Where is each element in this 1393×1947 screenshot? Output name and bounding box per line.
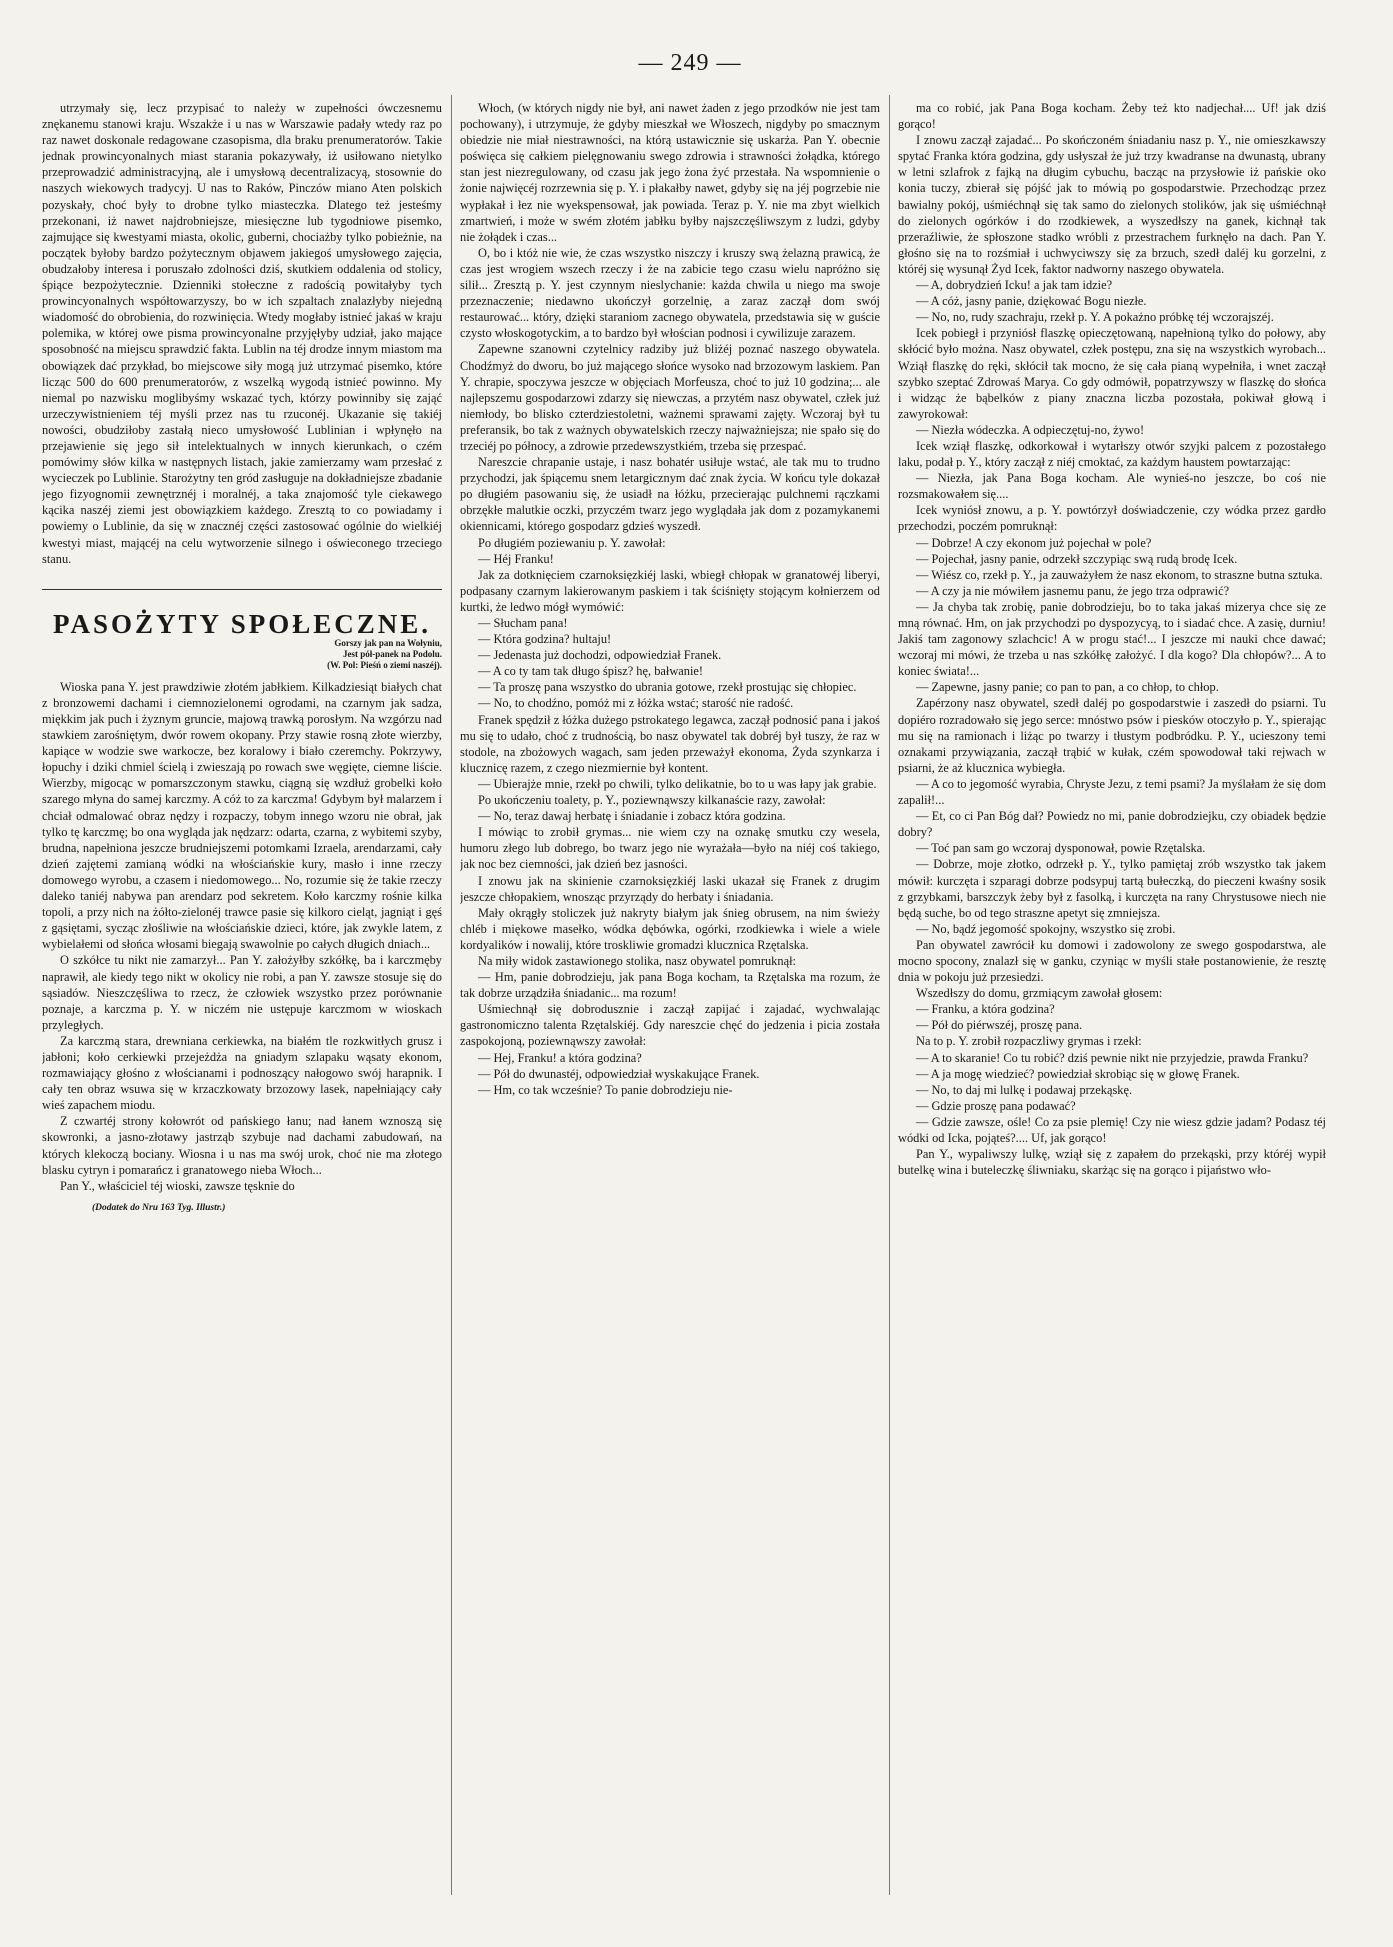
paragraph: — Héj Franku!: [478, 551, 554, 566]
paragraph: utrzymały się, lecz przypisać to należy w zupełności ówczesnemu znękanemu stanowi kraju. Wszakże i u nas w Warszawie padały wtedy raz po raz nawet doskonale redagowane czasopisma, dla braku prenumeratorów. Takie jednak prowincyonalnych miast starania pokazywały, iż usiłowano nietylko przeprowadzić administracyjną, ale i umysłową decentralizacyą, stosownie do naszych wiekowych tradycyj. U nas to Raków, Pinczów miano Aten polskich pozyskały, choć były to drobne tylko miasteczka. Dlatego też jesteśmy przekonani, iż nawet najdrobniejsze, miesięczne lub tygodniowe pisemko, zajmujące się kwestyami miasta, okolic, guberni, chociażby tylko pobieżnie, na początek byłoby bardzo pożytecznym objawem jakiegoś umysłowego zajęcia, obudzałoby interesa i poruszało zdolności dziś, skutkiem oddalenia od stolicy, śpiące bezpożytecznie. Dzienniki stołeczne z radością powitałyby tych prowincyonalnych współtowarzyszy, bo w ich szpaltach znalazłyby niejedną wiadomość do obrobienia, do rozwinięcia. Wtedy mogłaby istnieć jakaś w kraju polemika, w której owe pisma prowincyonalne przyjęłyby udział, jako mające sposobność na miejscu sprawdzić fakta. Lublin na téj drodze innym miastom ma obowiązek dać przykład, bo miejscowe siły mogą już utrzymać pisemko, które licząc 500 do 600 prenumeratorów, z wszelką wygodą istnieć powinno. My niemal po nazwisku moglibyśmy wskazać tych, którzy powinniby się zająć urzeczywistnieniem téj myśli przez nas tu rzuconéj. Ukazanie się takiéj nowości, obudziłoby zastałą nieco umysłowość Lublinian i wpłynęło na przejawienie się jego sił intelektualnych w innych kierunkach, o czém pomówimy słów kilka w następnych listach, jakie zamierzamy wam przesłać z wycieczek po Lublinie. Starożytny ten gród zasługuje na dokładniejsze zbadanie jego fizyognomii zewnętrznéj i moralnéj, a taka znajomość tyle ciekawego kącika naszéj ziemi jest obowiązkiem każdego. Zresztą to co powiadamy i powiemy o Lublinie, da się w znacznéj części zastosować ogólnie do wielkiéj kwestyi miast, mającéj na celu wytworzenie silnego i oświeconego trzeciego stanu.: [42, 101, 442, 566]
column-rule-1: [451, 95, 452, 1895]
paragraph: Pan Y., wypaliwszy lulkę, wziął się z zapałem do przekąski, przy któréj wypił butelkę wina i buteleczkę śliwniaku, skarżąc się na gorąco i pijaństwo wło-: [898, 1147, 1326, 1178]
paragraph: — A czy ja nie mówiłem jasnemu panu, że jego trza odprawić?: [916, 583, 1230, 598]
paragraph: — A co ty tam tak długo śpisz? hę, bałwanie!: [478, 664, 704, 679]
epigraph: [42, 638, 442, 671]
paragraph: — Pół do dwunastéj, odpowiedział wyskakujące Franek.: [478, 1066, 760, 1081]
paragraph: Za karczmą stara, drewniana cerkiewka, na białém tle rozkwitłych grusz i jabłoni; koło cerkiewki przejeżdża na gniadym szlapaku wąsaty ekonom, rozmawiający głośno z włościanami i podnoszący nałogowo swój harapnik. I cały ten obraz wsuwa się w krzaczkowaty brzozowy lasek, napełniający cały wieś zapachem miodu.: [42, 1033, 442, 1113]
paragraph: — Dobrze! A czy ekonom już pojechał w pole?: [916, 535, 1152, 550]
paragraph: ma co robić, jak Pana Boga kocham. Żeby też kto nadjechał.... Uf! jak dziś gorąco!: [898, 101, 1326, 132]
page-number-value: 249: [670, 50, 710, 76]
paragraph: — Gdzie zawsze, ośle! Co za psie plemię! Czy nie wiesz gdzie jadam? Podasz téj wódki od Icka, pojąteś?.... Uf, jak gorąco!: [898, 1114, 1326, 1145]
paragraph: Na to p. Y. zrobił rozpaczliwy grymas i rzekł:: [916, 1034, 1142, 1049]
paragraph: — No, no, rudy szachraju, rzekł p. Y. A pokażno próbkę téj wczorajszéj.: [916, 310, 1274, 325]
paragraph: I mówiąc to zrobił grymas... nie wiem czy na oznakę smutku czy wesela, humoru złego lub dobrego, bo twarz jego nie wyrażała—było na niéj coś takiego, jak noc bez ciemności, jak dzień bez jasności.: [460, 825, 880, 872]
paragraph: — Ja chyba tak zrobię, panie dobrodzieju, bo to taka jakaś mizerya chce się ze mną równać. Hm, on jak przychodzi po dyspozycyą, to i siadać chce. A zasię, durniu! Jakiś tam zagonowy szlachcic! A w progu stać!... I jeszcze mi nauki chce dawać; wczoraj mi mówi, że trzeba u nas szkółkę założyć. I dla kogo? Dla chłopów?... A to koniec świata!...: [898, 599, 1326, 679]
paragraph: Pan Y., właściciel téj wioski, zawsze tęsknie do: [60, 1178, 295, 1193]
paragraph: Wioska pana Y. jest prawdziwie złotém jabłkiem. Kilkadziesiąt białych chat z bronzowemi dachami i ciemnozielonemi ogrodami, na czarnym jak sadza, miękkim jak puch i żyznym gruncie, majową trawką porosłym. Na wzgórzu nad stawkiem zarośniętym, dwór rowem okopany. Przy stawie rosną złote wierzby, kapiące w wodzie swe warkocze, bez koralowy i biało czeremchy. Pokrzywy, łopuchy i dziki chmiel ścielą i zwieszają po rowach swe węgięte, ciemne liście. Wierzby, migocąc w pomarszczonym stawku, ciągną się wzdłuż grobelki koło szarego młyna do samej karczmy. A cóż to za karczma! Gdybym był malarzem i chciał odmalować obraz nędzy i rozpaczy, tobym innego wzoru nie obrał, jak tylko tę karczmę; bo ona wygląda jak nędzarz: odarta, czarna, z wybitemi szyby, brudna, napełniona jeszcze brudniejszemi potomkami Izraela, arendarzami, cały dzień zajętemi zamianą wódki na włościańskie kury, masło i inne rzeczy domowego wyrobu, a czasem i niedomowego... No, rozumie się że takie rzeczy daleko taniéj nabywa pan arendarz pod sekretem. Koło karczmy rośnie kilka topoli, a przy nich na żółto-zielonéj trawce pasie się kilkoro cieląt, jagniąt i gęś z gąsiętami, sycząc złośliwie na włościańskie dzieci, które, jak zwykle latem, z wybielałemi od słońca włosami biegają swawolnie po całych długich dniach...: [42, 679, 442, 952]
paragraph: — Jedenasta już dochodzi, odpowiedział Franek.: [478, 648, 722, 663]
paragraph: — Hm, panie dobrodzieju, jak pana Boga kocham, ta Rzętalska ma rozum, że tak dobrze urządziła śniadanic... ma rozum!: [460, 970, 880, 1001]
paragraph: — Niezła wódeczka. A odpieczętuj-no, żywo!: [916, 422, 1145, 437]
epigraph-line: Jest pół-panek na Podolu.: [342, 648, 442, 659]
column-rule-2: [889, 95, 890, 1895]
paragraph: O, bo i któż nie wie, że czas wszystko niszczy i kruszy swą żelazną prawicą, że czas jest wrogiem wszech rzeczy i że na zabicie tego czasu wielu napróżno się silił... Zresztą p. Y. jest czynnym nieslychanie: każda chwila u niego ma swoje przeznaczenie; niedawno ukończył gorzelnię, a zaraz zaczął dom swój restaurować... który, dzięki staraniom zacnego obywatela, przedstawia się w guście czysto włoskogotyckim, a to bardzo był włościan podnosi i cywilizuje zarazem.: [460, 245, 880, 341]
paragraph: — Pół do piérwszéj, proszę pana.: [916, 1018, 1083, 1033]
paragraph: Pan obywatel zawrócił ku domowi i zadowolony ze swego gospodarstwa, ale mocno spocony, znalazł się w ganku, czyniąc w myśli stałe postanowienie, że resztę dnia w pokoju już przesiedzi.: [898, 937, 1326, 985]
paragraph: — Hm, co tak wcześnie? To panie dobrodzieju nie-: [478, 1082, 733, 1097]
paragraph: — Zapewne, jasny panie; co pan to pan, a co chłop, to chłop.: [916, 680, 1219, 695]
paragraph: Jak za dotknięciem czarnoksięzkiéj laski, wbiegł chłopak w granatowéj liberyi, podpasany czarnym lakierowanym paskiem i tak ściśnięty stojącym kołnierzem od kurtki, że ledwo mógł wymówić:: [460, 567, 880, 614]
paragraph: Icek wyniósł znowu, a p. Y. powtórzył doświadczenie, czy wódka przez gardło przechodzi, poczém pomruknął:: [898, 503, 1326, 534]
paragraph: — A cóż, jasny panie, dziękować Bogu niezłe.: [916, 294, 1147, 309]
paragraph: Włoch, (w których nigdy nie był, ani nawet żaden z jego przodków nie jest tam pochowany), i utrzymuje, że gdyby mieszkał we Włoszech, nigdyby po smacznym obiedzie nie miał niestrawności, na którą ustawicznie się uskarża. Pan Y. obecnie poświęca się całkiem pielęgnowaniu swego zdrowia i strawności żołądka, którego stan jest niezregulowany, od czasu jak jego żona żyć przestała. Na wspomnienie o żonie najwięcéj rozrzewnia się p. Y. i płakałby nawet, gdyby się na jéj pogrzebie nie wypłakał i łez nie wyekspensował, jak powiada. Teraz p. Y. nie ma zbyt wielkich zmartwień, i może w swém złotém jabłku byłby najszczęśliwszym z ludzi, gdyby nie żołądek i czas...: [460, 101, 880, 244]
paragraph: — A co to jegomość wyrabia, Chryste Jezu, z temi psami? Ja myślałam że się dom zapalił!...: [898, 776, 1326, 808]
paragraph: — Słucham pana!: [478, 616, 568, 630]
paragraph: — No, to daj mi lulkę i podawaj przekąskę.: [916, 1082, 1133, 1097]
paragraph: — Ubierajże mnie, rzekł po chwili, tylko delikatnie, bo to u was łapy jak grabie.: [478, 776, 877, 791]
paragraph: — Wiész co, rzekł p. Y., ja zauważyłem że nasz ekonom, to straszne butna sztuka.: [916, 567, 1323, 582]
column-1: [42, 100, 442, 1895]
page-number: — 249 —: [638, 50, 742, 76]
paragraph: I znowu jak na skinienie czarnoksięzkiéj laski ukazał się Franek z drugim jeszcze chłopakiem, wnosząc przyrządy do herbaty i śniadania.: [460, 873, 880, 904]
epigraph-line: (W. Pol: Pieśń o ziemi naszéj).: [327, 659, 442, 670]
paragraph: — Pojechał, jasny panie, odrzekł szczypiąc swą rudą brodę Icek.: [916, 551, 1238, 566]
paragraph: Nareszcie chrapanie ustaje, i nasz bohatér usiłuje wstać, ale tak mu to trudno przychodzi, jak śpiącemu snem letargicznym dać znak życia. W końcu tyle dokazał po długiém pasowaniu się, że usiadł na łóżku, przecierając pulchnemi rączkami obrzękłe malutkie oczki, przyczém twarz jego wyglądała jak dom z pozamykanemi okiennicami, którego gospodarz gdzieś wyszedł.: [460, 455, 880, 534]
paragraph: Icek wziął flaszkę, odkorkował i wytarłszy otwór szyjki palcem z pozostałego laku, podał p. Y., który zaczął z niéj cmoktać, za każdym haustem powtarzając:: [898, 438, 1326, 470]
paragraph: — Niezła, jak Pana Boga kocham. Ale wynieś-no jeszcze, bo coś nie rozsmakowałem się....: [898, 471, 1326, 502]
column-3: [898, 100, 1326, 1905]
section-divider: [42, 589, 442, 590]
article-title: PASOŻYTY SPOŁECZNE.: [52, 608, 432, 639]
paragraph: — Gdzie proszę pana podawać?: [916, 1098, 1076, 1113]
paragraph: — Dobrze, moje złotko, odrzekł p. Y., tylko pamiętaj zrób wszystko tak jakem mówił: kurczęta i szparagi dobrze podsypuj tartą bułeczką, do pieczeni kwaśny sosik z grzybkami, barszczyk żeby był z fasolką, i kurczęta na rany Chrystusowe niech nie będą suche, bo od tego straszne apetyt się zmniejsza.: [898, 857, 1326, 920]
paragraph: — No, teraz dawaj herbatę i śniadanie i zobacz która godzina.: [478, 809, 786, 824]
paragraph: — Która godzina? hultaju!: [478, 632, 612, 647]
column-2: [460, 100, 880, 1905]
paragraph: O szkółce tu nikt nie zamarzył... Pan Y. założyłby szkółkę, ba i karczmęby naprawił, ale kiedy tego nikt w okolicy nie robi, a pan Y. zawsze stosuje się do sąsiadów. Nieszczęśliwa to rzecz, że człowiek wszystko przez porównanie poznaje, a karczma p. Y. w niczém nie ustępuje karczmom w wioskach przyległych.: [42, 953, 442, 1032]
paragraph: Mały okrągły stoliczek już nakryty białym jak śnieg obrusem, na nim świeży chléb i miękowe masełko, wódka dębówka, ogórki, rzodkiewka i wiele a wiele kordyalików i nowalij, które troskliwie gromadzi klucznica Rzętalska.: [460, 905, 880, 952]
paragraph: Uśmiechnął się dobrodusznie i zaczął zapijać i zajadać, wychwalając gastronomiczno talenta Rzętalskiéj. Gdy nareszcie chęć do jedzenia i picia została zaspokojoną, poziewnąwszy zawołał:: [460, 1002, 880, 1049]
paragraph: — Et, co ci Pan Bóg dał? Powiedz no mi, panie dobrodziejku, czy obiadek będzie dobry?: [898, 809, 1326, 840]
paragraph: — A, dobrydzień Icku! a jak tam idzie?: [916, 278, 1113, 293]
paragraph: — No, to chodźno, pomóż mi z łóżka wstać; starość nie radość.: [478, 696, 794, 711]
paragraph: — Franku, a która godzina?: [916, 1002, 1055, 1017]
paragraph: — Toć pan sam go wczoraj dysponował, powie Rzętalska.: [916, 841, 1206, 856]
paragraph: — No, bądź jegomość spokojny, wszystko się zrobi.: [916, 921, 1176, 936]
paragraph: — Ta proszę pana wszystko do ubrania gotowe, rzekł prostując się chłopiec.: [478, 680, 857, 695]
paragraph: I znowu zaczął zajadać... Po skończoném śniadaniu nasz p. Y., nie omieszkawszy spytać Franka która godzina, gdy usłyszał że już trzy kwadranse na dwunastą, ubrany w letni szlafrok z fajką na długim cybuchu, bacząc na przysłowie iż pańskie oko konia tuczy, zbierał się pójść jak to mówią po gospodarstwie. Przechodząc przez bawialny pokój, uśmiéchnął się tak samo do zielonych stolików, jak się uśmiéchnął do zielonych ogórków i do rzodkiewek, a wyszedłszy na ganek, kichnął tak przeraźliwie, że spłoszone stadko wróbli z przestrachem furknęło na dach. Pan Y. głośno się na to rozśmiał i uchwyciwszy się za brzuch, szedł daléj ku gorzelni, z któréj się wysunął Żyd Icek, faktor nadworny naszego obywatela.: [898, 133, 1326, 276]
paragraph: Zapewne szanowni czytelnicy radziby już bliżéj poznać naszego obywatela. Chodźmyż do dworu, bo już mającego słońce wysoko nad brzozowym laskiem. Pan Y. chrapie, spoczywa jeszcze w objęciach Morfeusza, choć to już 10 godzina;... ale najlepszemu gospodarzowi zdarzy się niewczas, a przytém nasz obywatel, człek już niemłody, bo blisko czterdziestoletni, ważnemi sprawami zajęty. Wczoraj był tu preferansik, bo tak z ważnych obywatelskich rzeczy najważniejsza; nie spało się do trzeciéj po północy, a zdrowie przedewszystkiém, trzeba się przespać.: [460, 342, 880, 453]
paragraph: Na miły widok zastawionego stolika, nasz obywatel pomruknął:: [478, 953, 796, 968]
paragraph: Po długiém poziewaniu p. Y. zawołał:: [478, 535, 666, 550]
paragraph: — A to skaranie! Co tu robić? dziś pewnie nikt nie przyjedzie, prawda Franku?: [916, 1050, 1309, 1065]
epigraph-line: Gorszy jak pan na Wołyniu,: [334, 637, 442, 648]
paragraph: — Hej, Franku! a która godzina?: [478, 1050, 642, 1065]
footer-note: (Dodatek do Nru 163 Tyg. Illustr.): [92, 1202, 226, 1213]
paragraph: — A ja mogę wiedzieć? powiedział skrobiąc się w głowę Franek.: [916, 1066, 1240, 1081]
paragraph: Icek pobiegł i przyniósł flaszkę opieczętowaną, napełnioną tylko do połowy, aby skłócić było można. Nasz obywatel, człek postępu, zna się na wszystkich wyrobach... Wziął flaszkę do ręki, skłócił tak mocno, że się cała pianą wypełniła, i wnet zaczął szybko szeptać Zdrowaś Marya. Co gdy odmówił, popatrzywszy w flaszkę do słońca i widząc że bąbelków z piany znaczna liczba pozostała, pokiwał głową i zawyrokował:: [898, 326, 1326, 421]
paragraph: Z czwartéj strony kołowrót od pańskiego łanu; nad łanem wznoszą się skowronki, a jasno-złotawy jastrząb szybuje nad dachami zabudowań, na których klekoczą bociany. Wiosna i u nas ma swój urok, choć nie ma złotego blasku cytryn i pomarańcz i granatowego nieba Włoch...: [42, 1114, 442, 1177]
paragraph: Wszedłszy do domu, grzmiącym zawołał głosem:: [916, 986, 1163, 1001]
paragraph: Po ukończeniu toalety, p. Y., poziewnąwszy kilkanaście razy, zawołał:: [478, 793, 826, 808]
paragraph: Franek spędził z łóżka dużego pstrokatego legawca, zaczął podnosić pana i jakoś mu się to udało, choć z trudnością, bo nasz obywatel tak dobréj był tuszy, że raz w stodole, na zbożowych wagach, sam jeden przeważył ekonoma, Żyda szynkarza i klucznicę razem, z czego niezmiernie był kontent.: [460, 712, 880, 775]
paragraph: Zapérzony nasz obywatel, szedł daléj po gospodarstwie i zaszedł do psiarni. Tu dopiéro rozradowało się jego serce: mnóstwo psów i piesków otoczyło p. Y., spierając mu się na ramionach i liżąc po twarzy i tłustym podbródku. P. Y., ucieszony temi oznakami przywiązania, zaczął trąbić w kułak, czém spowodował taki rejwach w psiarni, że aż klucznica wybiegła.: [898, 696, 1326, 775]
